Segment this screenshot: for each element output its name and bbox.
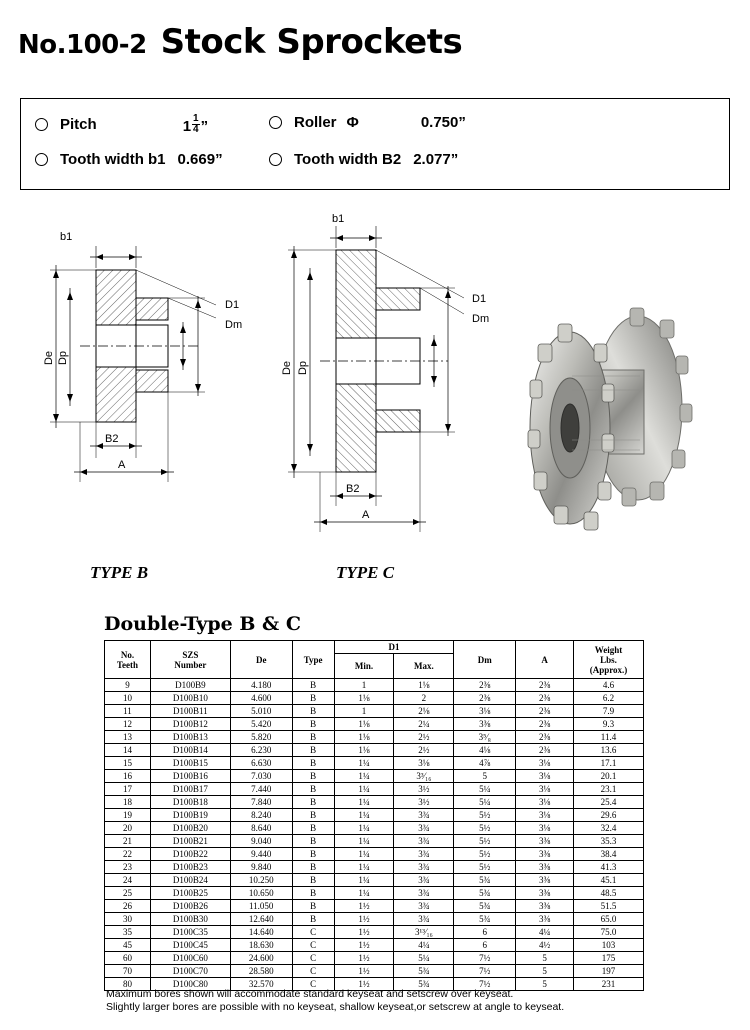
label-b1: b1: [60, 231, 73, 243]
table-row: [105, 939, 644, 952]
cell-teeth: 20: [105, 822, 151, 835]
cell-d1-min: 1⅛: [334, 731, 394, 744]
cell-szs: D100C70: [150, 965, 230, 978]
cell-d1-min: 1¼: [334, 757, 394, 770]
cell-type: B: [292, 757, 334, 770]
th-d1-max: Max.: [394, 654, 454, 679]
cell-d1-max: 3¾: [394, 887, 454, 900]
cell-de: 9.440: [230, 848, 292, 861]
table-row: [105, 874, 644, 887]
label-a: A: [118, 459, 126, 471]
cell-de: 5.420: [230, 718, 292, 731]
cell-dm: 6: [454, 926, 516, 939]
cell-de: 6.230: [230, 744, 292, 757]
cell-d1-max: 3¾: [394, 900, 454, 913]
cell-dm: 5¾: [454, 913, 516, 926]
table-row: [105, 822, 644, 835]
cell-d1-min: 1½: [334, 939, 394, 952]
spec-tooth-b2-value: 2.077”: [413, 151, 459, 168]
cell-dm: 5: [454, 770, 516, 783]
spec-pitch-label: Pitch: [60, 116, 97, 133]
cell-teeth: 30: [105, 913, 151, 926]
table-head: [105, 641, 644, 679]
phi-symbol-icon: Φ: [346, 114, 359, 131]
cell-d1-min: 1¼: [334, 796, 394, 809]
table-notes: [106, 988, 564, 1014]
cell-type: B: [292, 705, 334, 718]
spec-tooth-b1-value: 0.669”: [177, 151, 223, 168]
note-line-2: Slightly larger bores are possible with no keyseat, shallow keyseat,or setscrew at angle to keyseat.: [106, 1001, 565, 1013]
cell-szs: D100B13: [150, 731, 230, 744]
cell-de: 10.250: [230, 874, 292, 887]
cell-teeth: 24: [105, 874, 151, 887]
sprocket-photo: [510, 300, 730, 560]
cell-dm: 3⅜: [454, 718, 516, 731]
cell-teeth: 15: [105, 757, 151, 770]
cell-d1-max: 3⅛: [394, 757, 454, 770]
cell-szs: D100B9: [150, 679, 230, 692]
cell-dm: 7½: [454, 952, 516, 965]
cell-d1-min: 1½: [334, 978, 394, 991]
type-b-drawing: [20, 210, 280, 570]
cell-d1-min: 1½: [334, 926, 394, 939]
cell-teeth: 12: [105, 718, 151, 731]
cell-type: B: [292, 835, 334, 848]
table-row: [105, 835, 644, 848]
cell-de: 7.030: [230, 770, 292, 783]
table-row: [105, 679, 644, 692]
page-title: Stock Sprockets: [160, 22, 463, 62]
cell-a: 3⅛: [516, 770, 574, 783]
cell-szs: D100B25: [150, 887, 230, 900]
type-b-caption: TYPE B: [90, 563, 149, 582]
cell-d1-min: 1¼: [334, 822, 394, 835]
cell-d1-max: 5¼: [394, 952, 454, 965]
cell-dm: 4⅛: [454, 744, 516, 757]
cell-dm: 5½: [454, 822, 516, 835]
cell-szs: D100C35: [150, 926, 230, 939]
cell-type: B: [292, 848, 334, 861]
cell-weight: 11.4: [574, 731, 644, 744]
cell-szs: D100B18: [150, 796, 230, 809]
cell-a: 2⅜: [516, 718, 574, 731]
cell-a: 4¼: [516, 926, 574, 939]
cell-teeth: 70: [105, 965, 151, 978]
th-type: Type: [292, 641, 334, 679]
cell-szs: D100C60: [150, 952, 230, 965]
cell-weight: 41.3: [574, 861, 644, 874]
cell-weight: 48.5: [574, 887, 644, 900]
cell-d1-max: 3¾: [394, 822, 454, 835]
cell-d1-max: 2½: [394, 744, 454, 757]
cell-a: 5: [516, 978, 574, 991]
cell-szs: D100B11: [150, 705, 230, 718]
cell-type: B: [292, 796, 334, 809]
cell-de: 12.640: [230, 913, 292, 926]
sprocket-data-table: [104, 640, 644, 991]
cell-d1-max: 3¾: [394, 809, 454, 822]
cell-weight: 32.4: [574, 822, 644, 835]
cell-d1-max: 2: [394, 692, 454, 705]
cell-de: 7.840: [230, 796, 292, 809]
cell-d1-max: 1⅛: [394, 679, 454, 692]
cell-weight: 4.6: [574, 679, 644, 692]
cell-type: B: [292, 679, 334, 692]
cell-de: 4.180: [230, 679, 292, 692]
cell-teeth: 10: [105, 692, 151, 705]
cell-a: 5: [516, 952, 574, 965]
table-row: [105, 952, 644, 965]
label-d1: D1: [225, 299, 240, 311]
cell-a: 3⅜: [516, 835, 574, 848]
cell-a: 3⅜: [516, 848, 574, 861]
th-d1-min: Min.: [334, 654, 394, 679]
cell-d1-min: 1¼: [334, 861, 394, 874]
label-b1: b1: [332, 213, 345, 225]
bullet-circle-icon: [35, 118, 48, 131]
cell-weight: 75.0: [574, 926, 644, 939]
table-row: [105, 926, 644, 939]
cell-d1-max: 2⅛: [394, 705, 454, 718]
cell-teeth: 17: [105, 783, 151, 796]
cell-d1-min: 1⅛: [334, 744, 394, 757]
cell-a: 3⅜: [516, 861, 574, 874]
pitch-fraction: $\frac{1}{4}$: [193, 113, 199, 135]
cell-de: 7.440: [230, 783, 292, 796]
cell-a: 3⅜: [516, 913, 574, 926]
cell-teeth: 21: [105, 835, 151, 848]
cell-a: 3⅜: [516, 900, 574, 913]
cell-teeth: 14: [105, 744, 151, 757]
th-a: A: [516, 641, 574, 679]
cell-szs: D100B24: [150, 874, 230, 887]
cell-d1-max: 3¾: [394, 874, 454, 887]
cell-a: 3⅜: [516, 887, 574, 900]
label-dp: Dp: [297, 360, 309, 376]
cell-dm: 3⁵⁄₈: [454, 731, 516, 744]
spec-pitch-value: 1 $\frac{1}{4}$ ”: [182, 113, 209, 135]
cell-d1-max: 3¾: [394, 835, 454, 848]
spec-tooth-b2-label: Tooth width B2: [294, 151, 402, 168]
cell-weight: 17.1: [574, 757, 644, 770]
cell-szs: D100C80: [150, 978, 230, 991]
cell-szs: D100B14: [150, 744, 230, 757]
cell-weight: 9.3: [574, 718, 644, 731]
cell-szs: D100B12: [150, 718, 230, 731]
cell-a: 3⅛: [516, 783, 574, 796]
cell-dm: 5½: [454, 861, 516, 874]
label-de: De: [43, 350, 55, 366]
cell-de: 4.600: [230, 692, 292, 705]
cell-d1-max: 4¼: [394, 939, 454, 952]
spec-tooth-b1: [35, 151, 223, 168]
cell-de: 8.640: [230, 822, 292, 835]
cell-d1-max: 2½: [394, 731, 454, 744]
table-row: [105, 731, 644, 744]
label-dm: Dm: [472, 313, 490, 325]
bullet-circle-icon: [35, 153, 48, 166]
cell-d1-min: 1½: [334, 952, 394, 965]
spec-tooth-b1-label: Tooth width b1: [60, 151, 166, 168]
cell-dm: 4⅞: [454, 757, 516, 770]
cell-d1-min: 1½: [334, 965, 394, 978]
bullet-circle-icon: [269, 116, 282, 129]
cell-teeth: 22: [105, 848, 151, 861]
cell-de: 9.040: [230, 835, 292, 848]
cell-d1-min: 1½: [334, 913, 394, 926]
th-teeth: No. Teeth: [105, 641, 151, 679]
cell-d1-min: 1: [334, 679, 394, 692]
cell-szs: D100B15: [150, 757, 230, 770]
cell-weight: 65.0: [574, 913, 644, 926]
drawing-area: [0, 205, 750, 605]
table-row: [105, 913, 644, 926]
cell-dm: 7½: [454, 965, 516, 978]
cell-type: C: [292, 978, 334, 991]
table-row: [105, 809, 644, 822]
cell-d1-max: 2¼: [394, 718, 454, 731]
cell-type: B: [292, 770, 334, 783]
cell-a: 2⅜: [516, 731, 574, 744]
cell-d1-max: 3¾: [394, 848, 454, 861]
table-row: [105, 770, 644, 783]
table-row: [105, 965, 644, 978]
table-row: [105, 796, 644, 809]
cell-teeth: 80: [105, 978, 151, 991]
cell-a: 2⅜: [516, 692, 574, 705]
cell-dm: 5½: [454, 835, 516, 848]
cell-de: 10.650: [230, 887, 292, 900]
th-weight: Weight Lbs. (Approx.): [574, 641, 644, 679]
cell-d1-max: 5¾: [394, 965, 454, 978]
cell-weight: 7.9: [574, 705, 644, 718]
cell-weight: 13.6: [574, 744, 644, 757]
table-body: [105, 679, 644, 991]
cell-weight: 25.4: [574, 796, 644, 809]
table-row: [105, 887, 644, 900]
label-a: A: [362, 509, 370, 521]
cell-d1-min: 1¼: [334, 848, 394, 861]
cell-type: B: [292, 744, 334, 757]
cell-dm: 3⅛: [454, 705, 516, 718]
cell-a: 3⅛: [516, 757, 574, 770]
spec-box: [20, 98, 730, 190]
cell-a: 3⅛: [516, 796, 574, 809]
cell-teeth: 35: [105, 926, 151, 939]
cell-de: 28.580: [230, 965, 292, 978]
cell-a: 2⅜: [516, 679, 574, 692]
cell-d1-min: 1¼: [334, 887, 394, 900]
cell-a: 3⅛: [516, 809, 574, 822]
cell-weight: 6.2: [574, 692, 644, 705]
cell-teeth: 23: [105, 861, 151, 874]
spec-roller: [269, 114, 466, 131]
cell-teeth: 9: [105, 679, 151, 692]
cell-d1-max: 3¹³⁄₁₆: [394, 926, 454, 939]
cell-weight: 175: [574, 952, 644, 965]
cell-teeth: 45: [105, 939, 151, 952]
cell-dm: 7½: [454, 978, 516, 991]
cell-type: B: [292, 887, 334, 900]
cell-type: C: [292, 965, 334, 978]
cell-d1-min: 1¼: [334, 874, 394, 887]
cell-type: B: [292, 718, 334, 731]
cell-type: B: [292, 861, 334, 874]
table-row: [105, 848, 644, 861]
catalog-number: No.100-2: [18, 30, 147, 60]
cell-weight: 103: [574, 939, 644, 952]
label-de: De: [281, 360, 293, 376]
cell-d1-min: 1¼: [334, 783, 394, 796]
cell-de: 14.640: [230, 926, 292, 939]
cell-weight: 51.5: [574, 900, 644, 913]
cell-d1-min: 1¼: [334, 770, 394, 783]
cell-de: 24.600: [230, 952, 292, 965]
cell-d1-min: 1: [334, 705, 394, 718]
cell-dm: 5¾: [454, 900, 516, 913]
label-dm: Dm: [225, 319, 243, 331]
table-row: [105, 718, 644, 731]
cell-d1-max: 3½: [394, 783, 454, 796]
spec-roller-label: Roller: [294, 114, 337, 131]
cell-szs: D100B26: [150, 900, 230, 913]
cell-dm: 5½: [454, 848, 516, 861]
cell-d1-max: 3¾: [394, 913, 454, 926]
cell-weight: 20.1: [574, 770, 644, 783]
cell-de: 11.050: [230, 900, 292, 913]
cell-weight: 23.1: [574, 783, 644, 796]
cell-type: B: [292, 822, 334, 835]
cell-teeth: 13: [105, 731, 151, 744]
spec-pitch: [35, 114, 208, 135]
cell-dm: 5½: [454, 809, 516, 822]
cell-szs: D100B19: [150, 809, 230, 822]
cell-teeth: 60: [105, 952, 151, 965]
th-de: De: [230, 641, 292, 679]
bullet-circle-icon: [269, 153, 282, 166]
cell-d1-min: 1¼: [334, 835, 394, 848]
label-b2: B2: [105, 433, 119, 445]
cell-type: B: [292, 913, 334, 926]
cell-szs: D100B23: [150, 861, 230, 874]
cell-de: 8.240: [230, 809, 292, 822]
table-header-row-1: [105, 641, 644, 654]
table-row: [105, 692, 644, 705]
cell-type: C: [292, 926, 334, 939]
cell-dm: 6: [454, 939, 516, 952]
cell-type: C: [292, 952, 334, 965]
cell-type: B: [292, 874, 334, 887]
cell-teeth: 11: [105, 705, 151, 718]
cell-teeth: 16: [105, 770, 151, 783]
table-row: [105, 757, 644, 770]
cell-de: 18.630: [230, 939, 292, 952]
cell-szs: D100B17: [150, 783, 230, 796]
table-row: [105, 744, 644, 757]
cell-d1-max: 5¾: [394, 978, 454, 991]
cell-weight: 35.3: [574, 835, 644, 848]
cell-a: 4½: [516, 939, 574, 952]
cell-dm: 2⅜: [454, 692, 516, 705]
cell-d1-min: 1½: [334, 900, 394, 913]
cell-teeth: 26: [105, 900, 151, 913]
cell-weight: 197: [574, 965, 644, 978]
table-row: [105, 861, 644, 874]
cell-weight: 45.1: [574, 874, 644, 887]
cell-weight: 231: [574, 978, 644, 991]
cell-de: 5.820: [230, 731, 292, 744]
table-title: Double-Type B & C: [104, 613, 301, 635]
cell-weight: 38.4: [574, 848, 644, 861]
cell-dm: 5¾: [454, 887, 516, 900]
page-header: [18, 22, 462, 62]
cell-dm: 5¼: [454, 783, 516, 796]
cell-de: 32.570: [230, 978, 292, 991]
cell-szs: D100B30: [150, 913, 230, 926]
label-dp: Dp: [57, 350, 69, 366]
cell-szs: D100B16: [150, 770, 230, 783]
th-d1-group: D1: [334, 641, 454, 654]
cell-szs: D100B10: [150, 692, 230, 705]
cell-type: B: [292, 731, 334, 744]
cell-a: 5: [516, 965, 574, 978]
cell-de: 9.840: [230, 861, 292, 874]
cell-szs: D100B20: [150, 822, 230, 835]
cell-type: C: [292, 939, 334, 952]
type-c-drawing: [258, 210, 538, 570]
spec-roller-value: 0.750”: [420, 114, 466, 131]
cell-de: 5.010: [230, 705, 292, 718]
cell-a: 2⅜: [516, 705, 574, 718]
cell-teeth: 25: [105, 887, 151, 900]
th-dm: Dm: [454, 641, 516, 679]
cell-d1-min: 1¼: [334, 809, 394, 822]
cell-teeth: 18: [105, 796, 151, 809]
cell-type: B: [292, 783, 334, 796]
cell-dm: 2⅜: [454, 679, 516, 692]
cell-type: B: [292, 900, 334, 913]
cell-d1-max: 3½: [394, 796, 454, 809]
table-row: [105, 705, 644, 718]
label-d1: D1: [472, 293, 487, 305]
type-c-caption: TYPE C: [336, 563, 395, 582]
cell-dm: 5¼: [454, 796, 516, 809]
table-row: [105, 783, 644, 796]
cell-dm: 5¾: [454, 874, 516, 887]
cell-szs: D100B22: [150, 848, 230, 861]
cell-type: B: [292, 692, 334, 705]
label-b2: B2: [346, 483, 360, 495]
cell-szs: D100B21: [150, 835, 230, 848]
cell-a: 2⅜: [516, 744, 574, 757]
cell-teeth: 19: [105, 809, 151, 822]
cell-a: 3⅜: [516, 874, 574, 887]
note-line-1: Maximum bores shown will accommodate standard keyseat and setscrew over keyseat.: [106, 988, 514, 1000]
cell-d1-max: 3¾: [394, 861, 454, 874]
cell-a: 3⅛: [516, 822, 574, 835]
cell-d1-max: 3³⁄₁₆: [394, 770, 454, 783]
th-szs: SZS Number: [150, 641, 230, 679]
spec-tooth-b2: [269, 151, 458, 168]
cell-d1-min: 1⅛: [334, 692, 394, 705]
cell-type: B: [292, 809, 334, 822]
cell-szs: D100C45: [150, 939, 230, 952]
cell-de: 6.630: [230, 757, 292, 770]
table-row: [105, 900, 644, 913]
cell-weight: 29.6: [574, 809, 644, 822]
cell-d1-min: 1⅛: [334, 718, 394, 731]
